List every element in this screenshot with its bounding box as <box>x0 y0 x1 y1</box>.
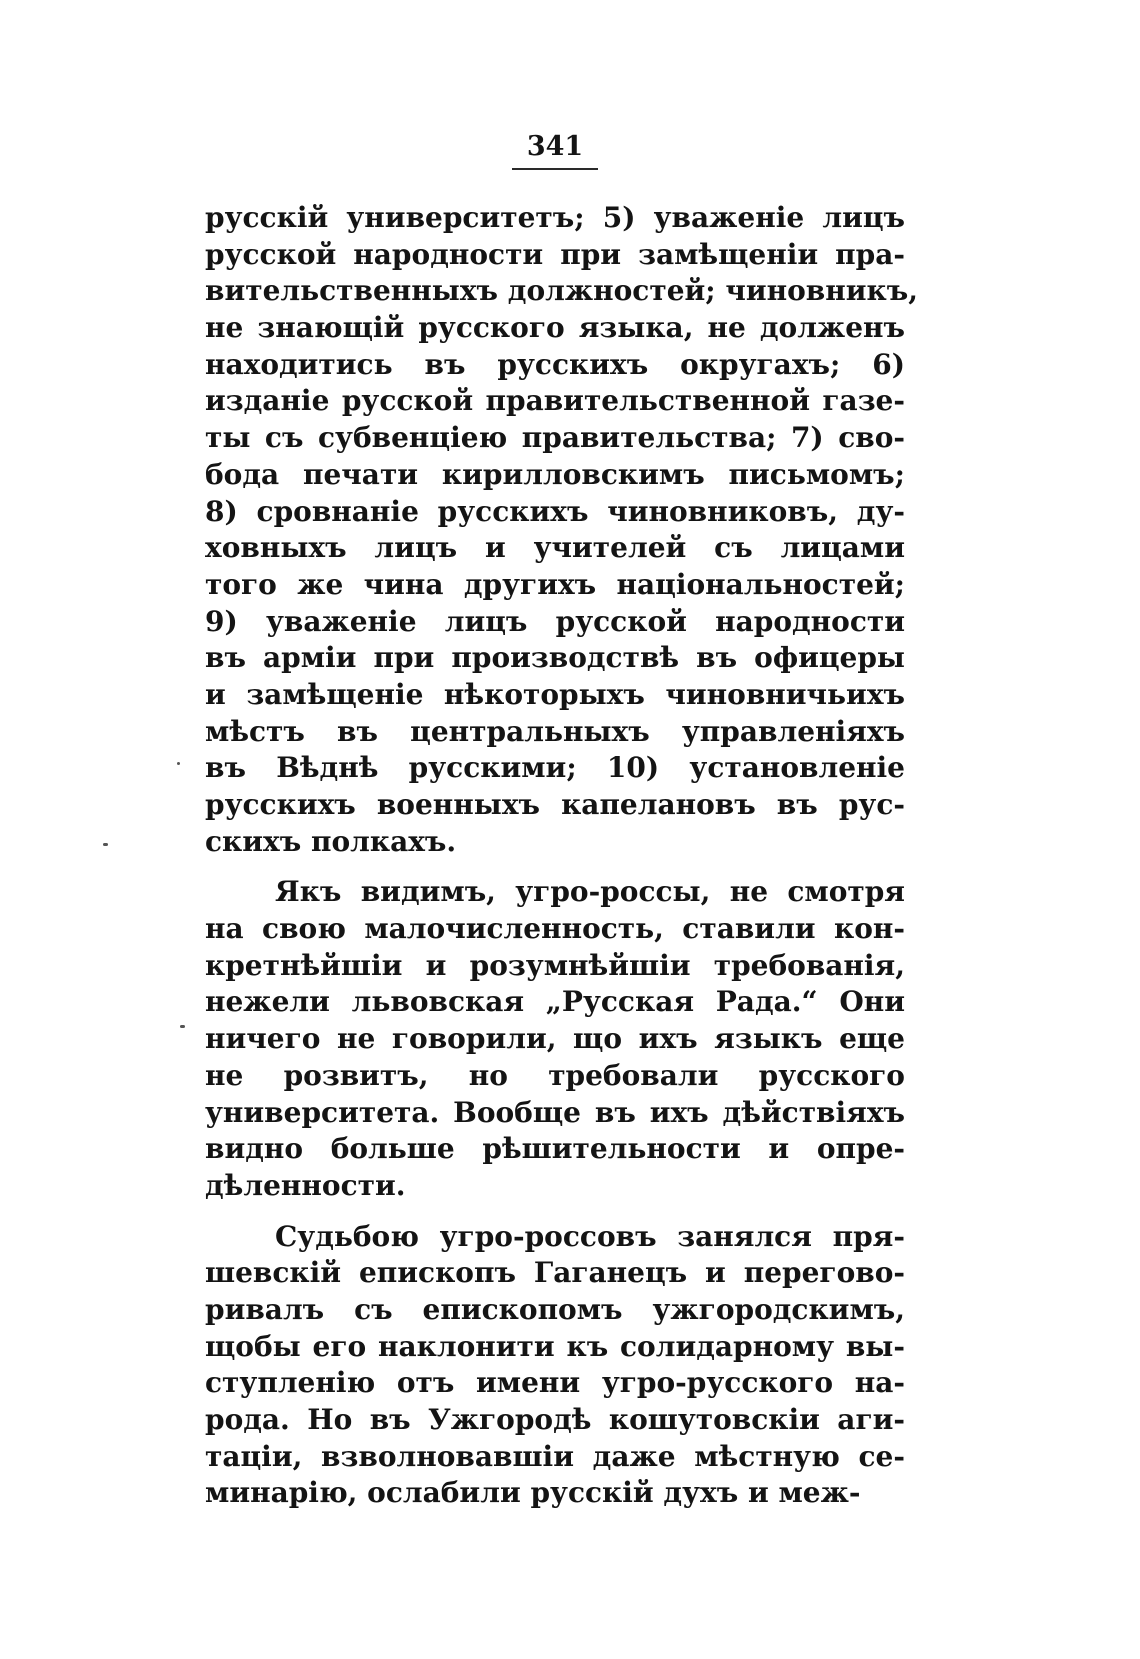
paragraph <box>205 1219 905 1513</box>
text-line: 9) уваженіе лицъ русской народности <box>205 604 905 638</box>
text-line: изданіе русской правительственной газе- <box>205 384 905 418</box>
paragraph <box>205 200 918 860</box>
text-line: университета. Вообще въ ихъ дѣйствіяхъ <box>205 1095 905 1129</box>
text-line: скихъ полкахъ. <box>205 824 457 858</box>
text-line: въ Вѣднѣ русскими; 10) установленіе <box>205 751 905 785</box>
paragraph-gap <box>205 860 905 874</box>
text-line: ривалъ съ епископомъ ужгородскимъ, <box>205 1292 905 1326</box>
scan-speck <box>180 1025 185 1028</box>
text-line: ступленію отъ имени угро-русского на- <box>205 1366 905 1400</box>
text-line: нежели львовская „Русская Рада.“ Они <box>205 985 905 1019</box>
text-line: таціи, взволновавшіи даже мѣстную се- <box>205 1439 905 1473</box>
text-line: минарію, ослабили русскій духъ и меж- <box>205 1476 861 1510</box>
text-line: русской народности при замѣщеніи пра- <box>205 237 905 271</box>
text-line: не знающій русского языка, не долженъ <box>205 311 905 345</box>
text-line: дѣленности. <box>205 1168 406 1202</box>
text-line: находитись въ русскихъ округахъ; 6) <box>205 347 905 381</box>
text-line: Якъ видимъ, угро-россы, не смотря <box>275 875 905 909</box>
text-line: русскій университетъ; 5) уваженіе лицъ <box>205 201 905 234</box>
body-text <box>205 200 918 1512</box>
text-line: рода. Но въ Ужгородѣ кошутовскіи аги- <box>205 1403 905 1436</box>
scan-speck <box>177 762 180 765</box>
scan-speck <box>103 843 108 846</box>
text-line: бода печати кирилловскимъ письмомъ; <box>205 457 905 491</box>
text-line: на свою малочисленность, ставили кон- <box>205 912 905 946</box>
page-number: 341 <box>526 131 584 162</box>
text-line: ты съ субвенціею правительства; 7) сво- <box>205 421 905 455</box>
text-line: русскихъ военныхъ капелановъ въ рус- <box>205 788 905 821</box>
text-line: Судьбою угро-россовъ занялся пря- <box>275 1219 905 1253</box>
paragraph <box>205 874 905 1204</box>
text-line: мѣстъ въ центральныхъ управленіяхъ <box>205 714 905 748</box>
text-line: ховныхъ лицъ и учителей съ лицами <box>205 531 905 565</box>
text-line: видно больше рѣшительности и опре- <box>205 1132 905 1166</box>
page-number-rule <box>512 168 598 170</box>
text-line: въ арміи при производствѣ въ офицеры <box>205 641 905 675</box>
text-line: щобы его наклонити къ солидарному вы- <box>205 1329 905 1363</box>
text-line: ничего не говорили, що ихъ языкъ еще <box>205 1022 905 1056</box>
paragraph-gap <box>205 1205 905 1219</box>
text-line: и замѣщеніе нѣкоторыхъ чиновничьихъ <box>205 677 905 711</box>
text-line: не розвитъ, но требовали русского <box>205 1058 905 1092</box>
text-line: кретнѣйшіи и розумнѣйшіи требованія, <box>205 948 905 982</box>
text-line: вительственныхъ должностей; чиновникъ, <box>205 274 918 308</box>
text-line: того же чина другихъ національностей; <box>205 567 905 601</box>
text-line: 8) сровнаніе русскихъ чиновниковъ, ду- <box>205 494 905 528</box>
text-line: шевскій епископъ Гаганецъ и перегово- <box>205 1256 905 1290</box>
